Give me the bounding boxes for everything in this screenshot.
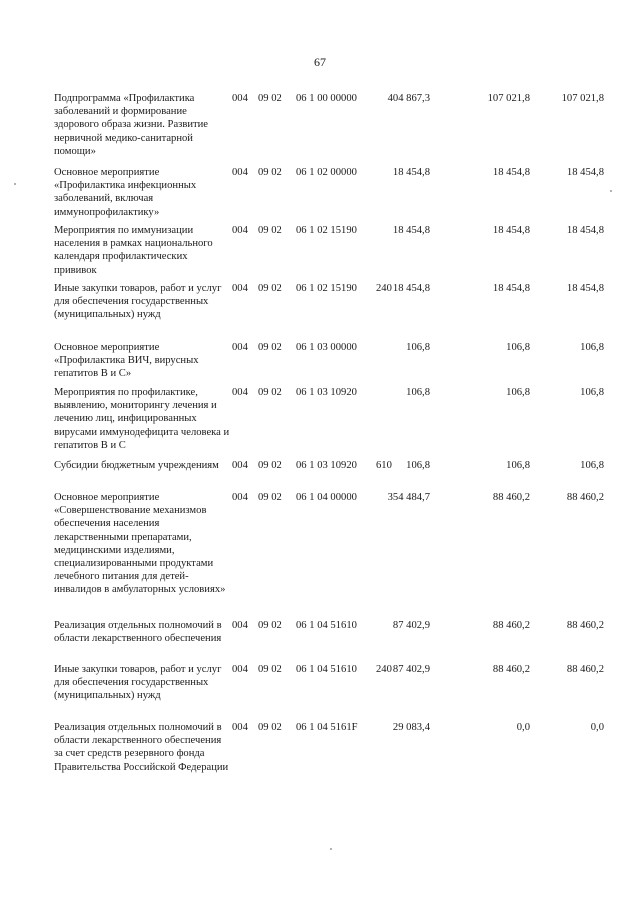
admin-code: 004	[232, 342, 248, 353]
amount-year-1: 18 454,8	[392, 283, 430, 294]
amount-year-1: 106,8	[406, 460, 430, 471]
admin-code: 004	[232, 620, 248, 631]
target-article-code: 06 1 04 5161F	[296, 722, 358, 733]
row-name: Мероприятия по профилактике, выявлению, мониторингу лечения и лечению лиц, инфицированных вирусами иммунодефицита человека и гепатитов В и С	[54, 387, 230, 451]
section-code: 09 02	[258, 722, 282, 733]
amount-year-3: 18 454,8	[566, 167, 604, 178]
amount-year-2: 106,8	[506, 342, 530, 353]
amount-year-2: 18 454,8	[492, 167, 530, 178]
scan-speck	[610, 190, 612, 192]
amount-year-2: 106,8	[506, 387, 530, 398]
admin-code: 004	[232, 387, 248, 398]
target-article-code: 06 1 00 00000	[296, 93, 357, 104]
amount-year-1: 18 454,8	[392, 225, 430, 236]
section-code: 09 02	[258, 387, 282, 398]
admin-code: 004	[232, 93, 248, 104]
amount-year-2: 0,0	[516, 722, 530, 733]
amount-year-3: 18 454,8	[566, 225, 604, 236]
amount-year-1: 18 454,8	[392, 167, 430, 178]
row-name: Иные закупки товаров, работ и услуг для обеспечения государственных (муниципальных) нужд	[54, 664, 222, 702]
target-article-code: 06 1 04 00000	[296, 492, 357, 503]
amount-year-3: 106,8	[580, 460, 604, 471]
amount-year-3: 106,8	[580, 387, 604, 398]
row-name: Реализация отдельных полномочий в области лекарственного обеспечения	[54, 620, 222, 645]
section-code: 09 02	[258, 460, 282, 471]
row-name: Реализация отдельных полномочий в области лекарственного обеспечения за счет средств резервного фонда Правительства Российской Федерации	[54, 722, 229, 773]
amount-year-1: 106,8	[406, 387, 430, 398]
amount-year-3: 88 460,2	[566, 492, 604, 503]
amount-year-2: 18 454,8	[492, 225, 530, 236]
admin-code: 004	[232, 167, 248, 178]
target-article-code: 06 1 03 10920	[296, 460, 357, 471]
amount-year-2: 88 460,2	[492, 664, 530, 675]
amount-year-2: 107 021,8	[487, 93, 530, 104]
target-article-code: 06 1 02 15190	[296, 225, 357, 236]
target-article-code: 06 1 04 51610	[296, 620, 357, 631]
target-article-code: 06 1 03 10920	[296, 387, 357, 398]
row-name: Основное мероприятие «Профилактика ВИЧ, вирусных гепатитов В и С»	[54, 342, 199, 380]
amount-year-3: 106,8	[580, 342, 604, 353]
row-name: Основное мероприятие «Совершенствование механизмов обеспечения населения лекарственными препаратами, медицинскими изделиями, специализированными продуктами лечебного питания для детей-инвалидов в амбулаторных условиях»	[54, 492, 226, 596]
amount-year-1: 87 402,9	[392, 620, 430, 631]
amount-year-1: 404 867,3	[387, 93, 430, 104]
amount-year-1: 354 484,7	[387, 492, 430, 503]
page-number: 67	[314, 55, 326, 69]
amount-year-3: 0,0	[590, 722, 604, 733]
section-code: 09 02	[258, 167, 282, 178]
section-code: 09 02	[258, 225, 282, 236]
amount-year-1: 106,8	[406, 342, 430, 353]
amount-year-3: 107 021,8	[561, 93, 604, 104]
amount-year-2: 88 460,2	[492, 620, 530, 631]
amount-year-3: 18 454,8	[566, 283, 604, 294]
admin-code: 004	[232, 664, 248, 675]
row-name: Иные закупки товаров, работ и услуг для обеспечения государственных (муниципальных) нужд	[54, 283, 222, 321]
target-article-code: 06 1 03 00000	[296, 342, 357, 353]
amount-year-2: 88 460,2	[492, 492, 530, 503]
section-code: 09 02	[258, 664, 282, 675]
admin-code: 004	[232, 283, 248, 294]
amount-year-2: 106,8	[506, 460, 530, 471]
admin-code: 004	[232, 492, 248, 503]
scan-speck	[14, 183, 16, 185]
admin-code: 004	[232, 722, 248, 733]
target-article-code: 06 1 04 51610	[296, 664, 357, 675]
admin-code: 004	[232, 225, 248, 236]
row-name: Подпрограмма «Профилактика заболеваний и формирование здорового образа жизни. Развитие нервичной медико-санитарной помощи»	[54, 93, 209, 157]
section-code: 09 02	[258, 283, 282, 294]
amount-year-2: 18 454,8	[492, 283, 530, 294]
expense-type-code: 240	[376, 664, 392, 675]
section-code: 09 02	[258, 342, 282, 353]
row-name: Субсидии бюджетным учреждениям	[54, 460, 219, 471]
expense-type-code: 610	[376, 460, 392, 471]
row-name: Основное мероприятие «Профилактика инфекционных заболеваний, включая иммунопрофилактику»	[54, 167, 197, 218]
scan-speck	[330, 848, 332, 850]
target-article-code: 06 1 02 00000	[296, 167, 357, 178]
row-name: Мероприятия по иммунизации населения в рамках национального календаря профилактических прививок	[54, 225, 213, 276]
section-code: 09 02	[258, 492, 282, 503]
amount-year-1: 87 402,9	[392, 664, 430, 675]
target-article-code: 06 1 02 15190	[296, 283, 357, 294]
expense-type-code: 240	[376, 283, 392, 294]
amount-year-3: 88 460,2	[566, 620, 604, 631]
amount-year-1: 29 083,4	[392, 722, 430, 733]
admin-code: 004	[232, 460, 248, 471]
section-code: 09 02	[258, 620, 282, 631]
amount-year-3: 88 460,2	[566, 664, 604, 675]
section-code: 09 02	[258, 93, 282, 104]
